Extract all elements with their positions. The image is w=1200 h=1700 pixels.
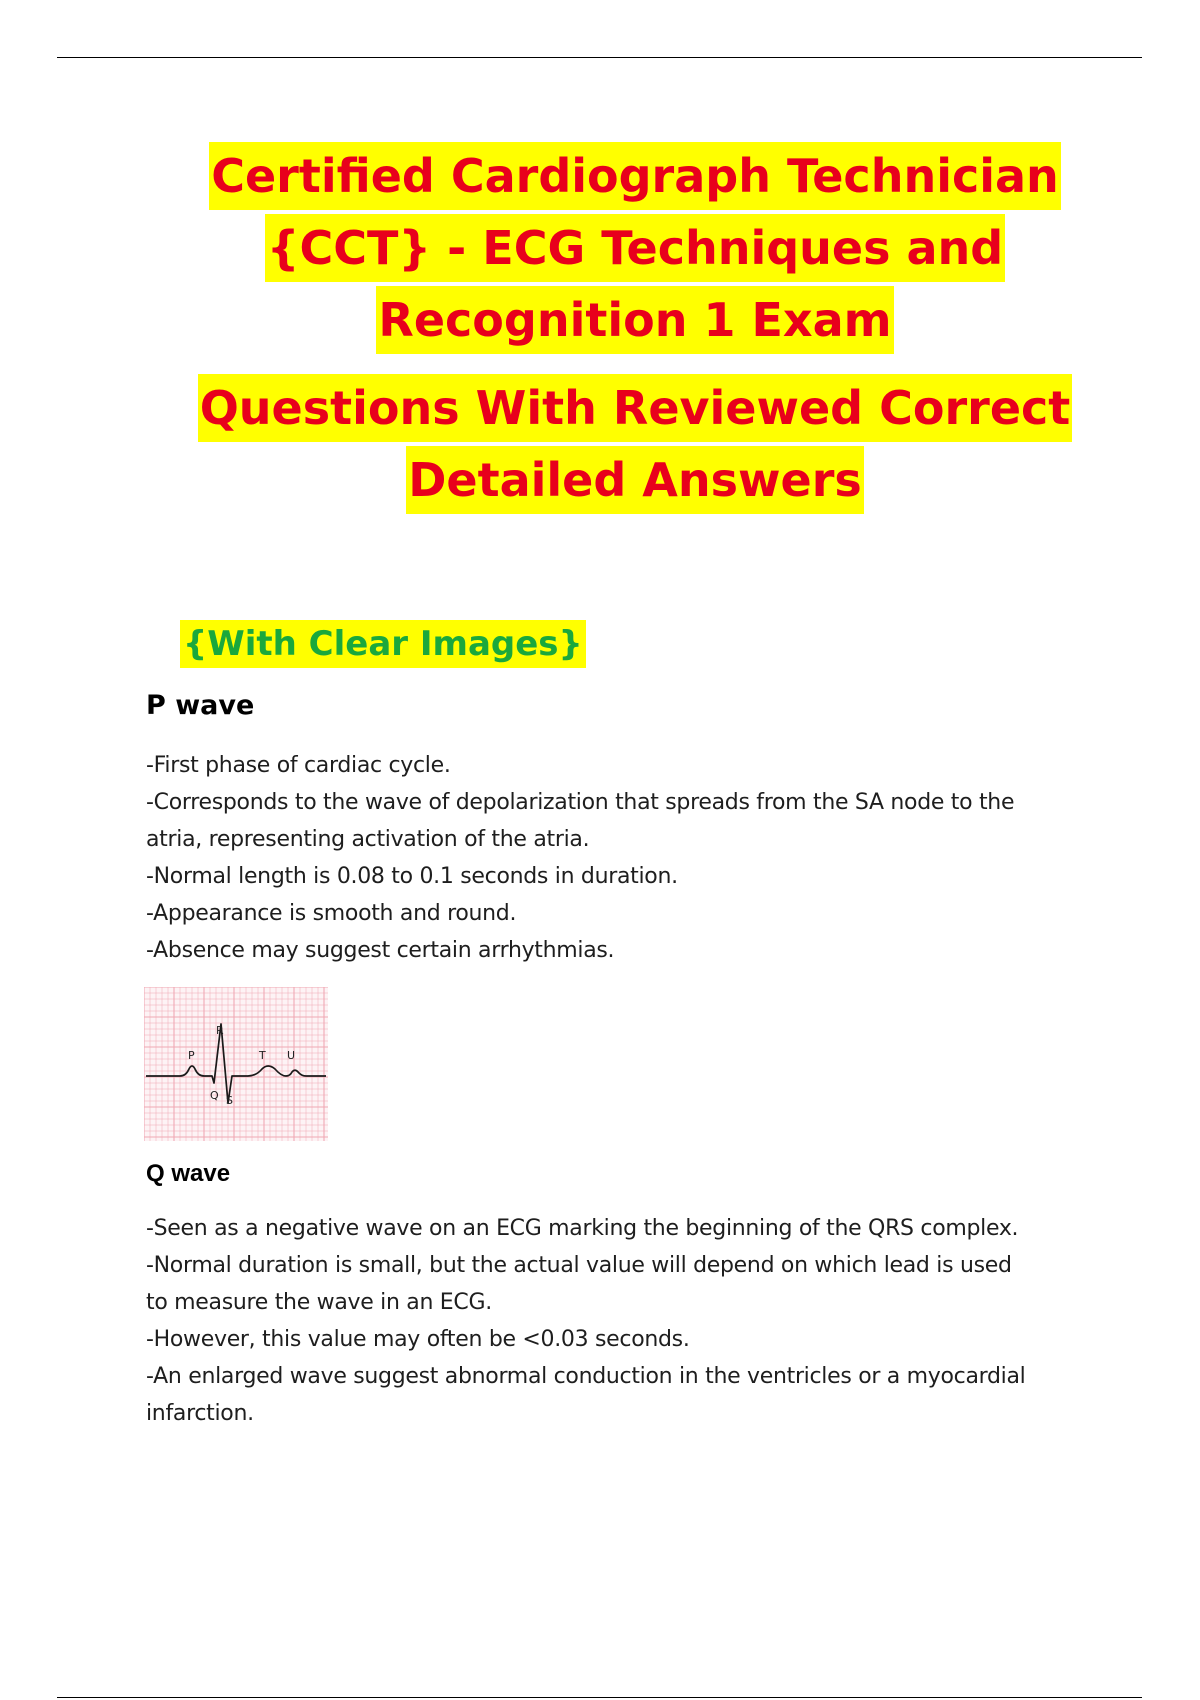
ecg-label-q: Q bbox=[210, 1089, 219, 1102]
body-line: atria, representing activation of the atria. bbox=[146, 827, 590, 852]
body-line: -First phase of cardiac cycle. bbox=[146, 753, 451, 778]
title-line-5: Detailed Answers bbox=[406, 446, 864, 514]
footer-rule bbox=[57, 1697, 1142, 1698]
title-line-2: {CCT} - ECG Techniques and bbox=[265, 214, 1005, 282]
body-line: -An enlarged wave suggest abnormal conduction in the ventricles or a myocardial bbox=[146, 1364, 1026, 1389]
header-rule bbox=[57, 57, 1142, 58]
body-line: -However, this value may often be <0.03 seconds. bbox=[146, 1327, 690, 1352]
section-heading-q-wave: Q wave bbox=[146, 1160, 231, 1187]
title-line-3: Recognition 1 Exam bbox=[376, 286, 893, 354]
body-line: -Seen as a negative wave on an ECG marking the beginning of the QRS complex. bbox=[146, 1216, 1019, 1241]
body-line: infarction. bbox=[146, 1401, 254, 1426]
ecg-label-r: R bbox=[216, 1024, 224, 1037]
ecg-label-s: S bbox=[226, 1094, 233, 1107]
body-line: to measure the wave in an ECG. bbox=[146, 1290, 492, 1315]
body-line: -Absence may suggest certain arrhythmias. bbox=[146, 938, 615, 963]
document-title bbox=[0, 140, 1200, 516]
ecg-label-u: U bbox=[287, 1049, 296, 1062]
body-line: -Normal duration is small, but the actual value will depend on which lead is used bbox=[146, 1253, 1012, 1278]
ecg-waveform-image bbox=[144, 987, 328, 1141]
title-line-1: Certified Cardiograph Technician bbox=[209, 142, 1061, 210]
title-line-4: Questions With Reviewed Correct bbox=[198, 374, 1073, 442]
ecg-label-t: T bbox=[259, 1049, 266, 1062]
subtitle: {With Clear Images} bbox=[180, 620, 586, 668]
section-heading-p-wave: P wave bbox=[146, 690, 255, 721]
ecg-grid-background bbox=[144, 987, 328, 1141]
body-line: -Normal length is 0.08 to 0.1 seconds in duration. bbox=[146, 864, 678, 889]
section-body-q-wave bbox=[146, 1210, 1106, 1432]
section-body-p-wave bbox=[146, 747, 1106, 969]
body-line: -Corresponds to the wave of depolarization that spreads from the SA node to the bbox=[146, 790, 1015, 815]
ecg-label-p: P bbox=[188, 1049, 195, 1062]
body-line: -Appearance is smooth and round. bbox=[146, 901, 517, 926]
